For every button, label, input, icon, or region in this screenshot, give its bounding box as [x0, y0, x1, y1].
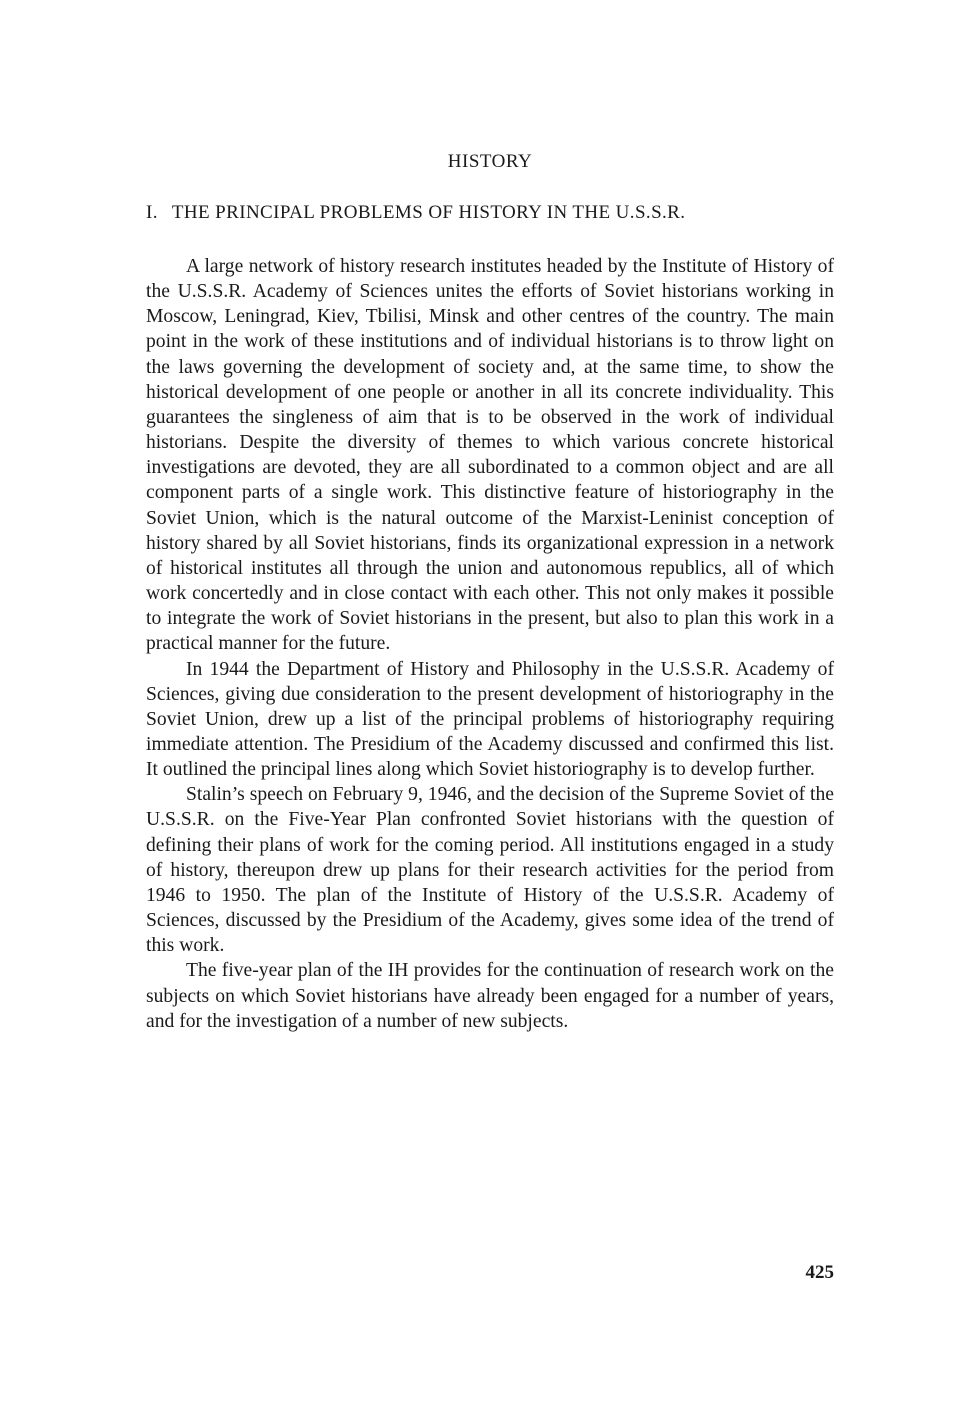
- section-number: I.: [146, 202, 158, 223]
- paragraph-2: In 1944 the Department of History and Philosophy in the U.S.S.R. Academy of Sciences, giving due consideration to the present development of historiography in the Soviet Union, drew up a list of the principal problems of historiography requiring immediate attention. The Presidium of the Academy discussed and confirmed this list. It outlined the principal lines along which Soviet historiography is to develop further.: [146, 658, 834, 781]
- running-head: HISTORY: [447, 151, 533, 172]
- paragraph-3: Stalin’s speech on February 9, 1946, and the decision of the Supreme Soviet of the U.S.S.R. on the Five-Year Plan confronted Soviet historians with the question of defining their plans of work for the coming period. All institutions engaged in a study of history, thereupon drew up plans for their research activities for the period from 1946 to 1950. The plan of the Institute of History of the U.S.S.R. Academy of Sciences, discussed by the Presidium of the Academy, gives some idea of the trend of this work.: [146, 784, 834, 957]
- body-text: [146, 254, 834, 1034]
- paragraph-1: A large network of history research institutes headed by the Institute of History of the U.S.S.R. Academy of Sciences unites the efforts of Soviet historians working in Moscow, Leningrad, Kiev, Tbilisi, Minsk and other centres of the country. The main point in the work of these institutions and of individual historians is to throw light on the laws governing the development of society and, at the same time, to show the historical development of one people or another in all its concrete individuality. This guarantees the singleness of aim that is to be observed in the work of individual historians. Despite the diversity of themes to which various concrete historical investigations are devoted, they are all subordinated to a common object and are all component parts of a single work. This distinctive feature of historiography in the Soviet Union, which is the natural outcome of the Marxist-Leninist conception of history shared by all Soviet historians, finds its organizational expression in a network of historical institutes all through the union and autonomous republics, all of which work concertedly and in close contact with each other. This not only makes it possible to integrate the work of Soviet historians in the present, but also to plan this work in a practical manner for the future.: [146, 256, 834, 655]
- section-title: THE PRINCIPAL PROBLEMS OF HISTORY IN THE U.S.S.R.: [171, 202, 686, 223]
- section-heading: [146, 202, 834, 224]
- page-number: 425: [805, 1262, 834, 1283]
- paragraph-4: The five-year plan of the IH provides for the continuation of research work on the subjects on which Soviet historians have already been engaged for a number of years, and for the investigation of a number of new subjects.: [146, 960, 834, 1032]
- book-page: [146, 0, 834, 1425]
